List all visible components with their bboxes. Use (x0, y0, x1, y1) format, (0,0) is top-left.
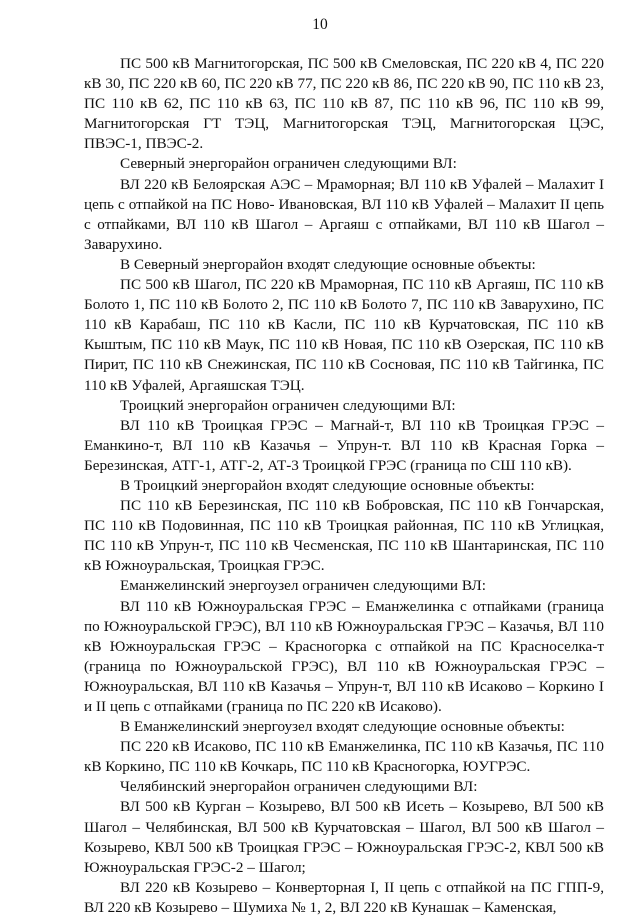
paragraph-north-lines: ВЛ 220 кВ Белоярская АЭС – Мраморная; ВЛ 110 кВ Уфалей – Малахит I цепь с отпайкой на ПС Ново- Ивановская, ВЛ 110 кВ Уфалей – Малахит II цепь с отпайками, ВЛ 110 кВ Шагол – Аргаяш с отпайками, ВЛ 110 кВ Шагол – Заварухино. (84, 175, 604, 253)
paragraph-north-lines-heading: Северный энергорайон ограничен следующими ВЛ: (120, 155, 457, 173)
paragraph-emanzhelinsk-objects-heading: В Еманжелинский энергоузел входят следующие основные объекты: (120, 718, 565, 736)
paragraph-north-objects: ПС 500 кВ Шагол, ПС 220 кВ Мраморная, ПС 110 кВ Аргаяш, ПС 110 кВ Болото 1, ПС 110 кВ Болото 2, ПС 110 кВ Болото 7, ПС 110 кВ Заварухино, ПС 110 кВ Карабаш, ПС 110 кВ Касли, ПС 110 кВ Курчатовская, ПС 110 кВ Кыштым, ПС 110 кВ Маук, ПС 110 кВ Новая, ПС 110 кВ Озерская, ПС 110 кВ Пирит, ПС 110 кВ Снежинская, ПС 110 кВ Сосновая, ПС 110 кВ Тайгинка, ПС 110 кВ Уфалей, Аргаяшская ТЭЦ. (84, 276, 604, 394)
paragraph-troitsk-objects-heading: В Троицкий энергорайон входят следующие основные объекты: (120, 476, 535, 494)
document-body (84, 54, 604, 918)
paragraph-magnitogorsk-objects: ПС 500 кВ Магнитогорская, ПС 500 кВ Смеловская, ПС 220 кВ 4, ПС 220 кВ 30, ПС 220 кВ 60, ПС 220 кВ 77, ПС 220 кВ 86, ПС 220 кВ 90, ПС 110 кВ 23, ПС 110 кВ 62, ПС 110 кВ 63, ПС 110 кВ 87, ПС 110 кВ 96, ПС 110 кВ 99, Магнитогорская ГТ ТЭЦ, Магнитогорская ТЭЦ, Магнитогорская ЦЭС, ПВЭС-1, ПВЭС-2. (84, 55, 604, 153)
paragraph-chelyabinsk-lines-heading: Челябинский энергорайон ограничен следующими ВЛ: (120, 778, 478, 796)
paragraph-troitsk-lines-heading: Троицкий энергорайон ограничен следующими ВЛ: (120, 396, 456, 414)
paragraph-emanzhelinsk-objects: ПС 220 кВ Исаково, ПС 110 кВ Еманжелинка, ПС 110 кВ Казачья, ПС 110 кВ Коркино, ПС 110 кВ Кочкарь, ПС 110 кВ Красногорка, ЮУГРЭС. (84, 738, 604, 776)
paragraph-emanzhelinsk-lines: ВЛ 110 кВ Южноуральская ГРЭС – Еманжелинка с отпайками (граница по Южноуральской ГРЭС), ВЛ 110 кВ Южноуральская ГРЭС – Казачья, ВЛ 110 кВ Южноуральская ГРЭС – Красногорка с отпайкой на ПС Красноселка-т (граница по Южноуральской ГРЭС), ВЛ 110 кВ Южноуральская ГРЭС – Южноуральская, ВЛ 110 кВ Казачья – Упрун-т, ВЛ 110 кВ Исаково – Коркино I и II цепь с отпайками (граница по ПС 220 кВ Исаково). (84, 597, 604, 715)
paragraph-north-objects-heading: В Северный энергорайон входят следующие основные объекты: (120, 255, 536, 273)
paragraph-emanzhelinsk-lines-heading: Еманжелинский энергоузел ограничен следующими ВЛ: (120, 577, 486, 595)
paragraph-troitsk-lines: ВЛ 110 кВ Троицкая ГРЭС – Магнай-т, ВЛ 110 кВ Троицкая ГРЭС – Еманкино-т, ВЛ 110 кВ Казачья – Упрун-т. ВЛ 110 кВ Красная Горка – Березинская, АТГ-1, АТГ-2, АТ-3 Троицкой ГРЭС (граница по СШ 110 кВ). (84, 416, 604, 474)
page-number: 10 (312, 16, 328, 33)
paragraph-chelyabinsk-220kv-lines: ВЛ 220 кВ Козырево – Конверторная I, II цепь с отпайкой на ПС ГПП-9, ВЛ 220 кВ Козырево – Шумиха № 1, 2, ВЛ 220 кВ Кунашак – Каменская, (84, 878, 604, 916)
paragraph-troitsk-objects: ПС 110 кВ Березинская, ПС 110 кВ Бобровская, ПС 110 кВ Гончарская, ПС 110 кВ Подовинная, ПС 110 кВ Троицкая районная, ПС 110 кВ Углицкая, ПС 110 кВ Упрун-т, ПС 110 кВ Чесменская, ПС 110 кВ Шантаринская, ПС 110 кВ Южноуральская, Троицкая ГРЭС. (84, 497, 604, 575)
paragraph-chelyabinsk-500kv-lines: ВЛ 500 кВ Курган – Козырево, ВЛ 500 кВ Исеть – Козырево, ВЛ 500 кВ Шагол – Челябинская, ВЛ 500 кВ Курчатовская – Шагол, ВЛ 500 кВ Шагол – Козырево, КВЛ 500 кВ Троицкая ГРЭС – Южноуральская ГРЭС-2, КВЛ 500 кВ Южноуральская ГРЭС-2 – Шагол; (84, 798, 604, 876)
